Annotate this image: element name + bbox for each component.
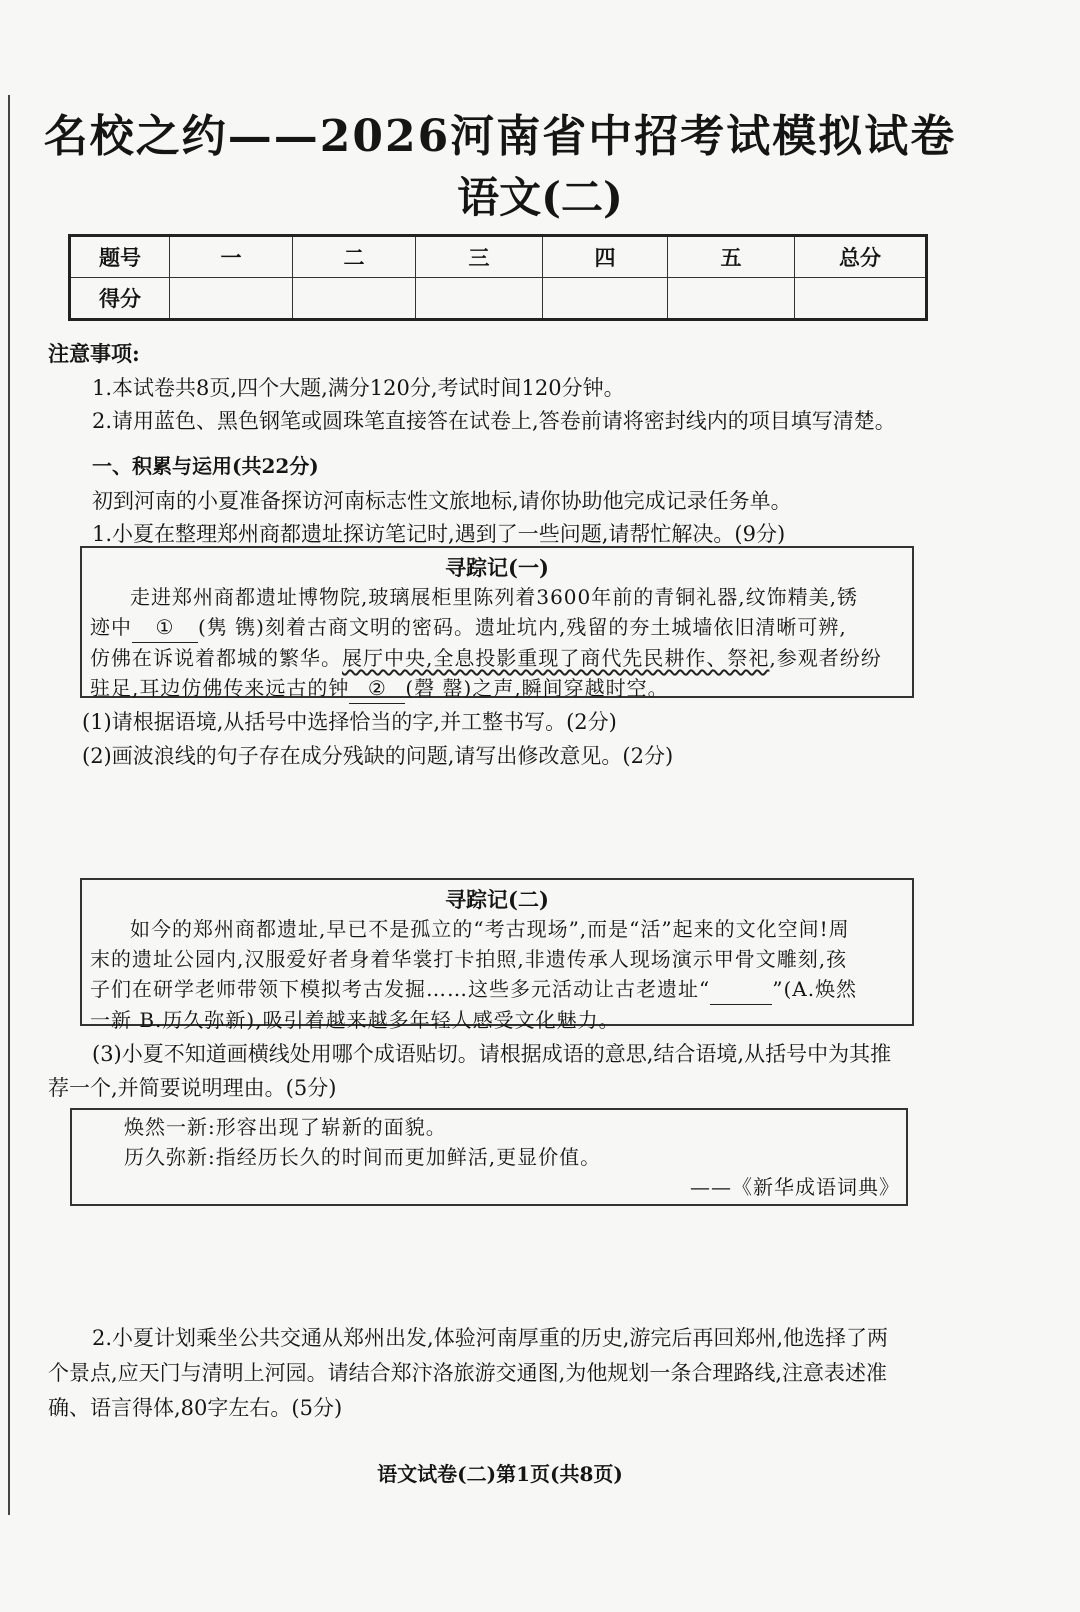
passage-text: ,参观者纷纷	[769, 646, 882, 670]
question-2: 2.小夏计划乘坐公共交通从郑州出发,体验河南厚重的历史,游完后再回郑州,他选择了两	[92, 1326, 889, 1350]
blank-1[interactable]: ①	[132, 612, 198, 643]
passage-line: 末的遗址公园内,汉服爱好者身着华裳打卡拍照,非遗传承人现场演示甲骨文雕刻,孩	[90, 947, 848, 971]
passage-line	[90, 974, 904, 1005]
score-cell[interactable]	[668, 278, 795, 320]
notice-heading: 注意事项:	[48, 341, 140, 366]
score-header-cell: 总分	[795, 236, 927, 278]
dictionary-box	[70, 1108, 908, 1206]
question-2-cont: 个景点,应天门与清明上河园。请结合郑汴洛旅游交通图,为他规划一条合理路线,注意表述准	[48, 1361, 888, 1385]
passage-text: 驻足,耳边仿佛传来远古的钟	[90, 676, 350, 700]
question-1-1: (1)请根据语境,从括号中选择恰当的字,并工整书写。(2分)	[82, 710, 617, 734]
wavy-underlined-sentence: 展厅中央,全息投影重现了商代先民耕作、祭祀	[342, 646, 770, 670]
passage-line: 如今的郑州商都遗址,早已不是孤立的“考古现场”,而是“活”起来的文化空间!周	[130, 917, 850, 941]
idiom-blank[interactable]	[710, 974, 772, 1005]
passage-box-1-heading: 寻踪记(一)	[445, 555, 549, 580]
binding-line	[8, 95, 10, 1515]
section-intro: 初到河南的小夏准备探访河南标志性文旅地标,请你协助他完成记录任务单。	[92, 489, 792, 513]
passage-line	[90, 643, 904, 673]
score-cell[interactable]	[795, 278, 927, 320]
question-1-3: (3)小夏不知道画横线处用哪个成语贴切。请根据成语的意思,结合语境,从括号中为其推	[92, 1042, 892, 1066]
passage-box-2-heading: 寻踪记(二)	[445, 887, 549, 912]
score-cell[interactable]	[170, 278, 293, 320]
passage-text: 子们在研学老师带领下模拟考古发掘……这些多元活动让古老遗址“	[90, 977, 711, 1001]
score-header-cell: 四	[543, 236, 668, 278]
question-1: 1.小夏在整理郑州商都遗址探访笔记时,遇到了一些问题,请帮忙解决。(9分)	[92, 522, 786, 546]
passage-text: (隽 镌)刻着古商文明的密码。遗址坑内,残留的夯土城墙依旧清晰可辨,	[198, 615, 847, 639]
score-header-cell: 二	[293, 236, 416, 278]
dictionary-entry: 焕然一新:形容出现了崭新的面貌。	[124, 1115, 447, 1139]
passage-text: 仿佛在诉说着都城的繁华。	[90, 646, 342, 670]
score-cell[interactable]	[293, 278, 416, 320]
passage-box-2	[80, 878, 914, 1032]
score-cell[interactable]	[416, 278, 543, 320]
question-1-2: (2)画波浪线的句子存在成分残缺的问题,请写出修改意见。(2分)	[82, 744, 674, 768]
question-1-3-cont: 荐一个,并简要说明理由。(5分)	[48, 1076, 337, 1100]
score-table-score-row	[70, 278, 927, 320]
question-2-cont: 确、语言得体,80字左右。(5分)	[48, 1396, 343, 1420]
passage-line: 走进郑州商都遗址博物院,玻璃展柜里陈列着3600年前的青铜礼器,纹饰精美,锈	[130, 585, 858, 609]
exam-title: 名校之约——2026河南省中招考试模拟试卷	[43, 111, 957, 162]
score-header-cell: 三	[416, 236, 543, 278]
notice-item: 1.本试卷共8页,四个大题,满分120分,考试时间120分钟。	[92, 376, 625, 400]
score-header-cell: 一	[170, 236, 293, 278]
section-heading: 一、积累与运用(共22分)	[92, 454, 319, 478]
passage-text: ”(A.焕然	[772, 977, 858, 1001]
notice-item: 2.请用蓝色、黑色钢笔或圆珠笔直接答在试卷上,答卷前请将密封线内的项目填写清楚。	[92, 409, 896, 433]
passage-text: (磬 罄)之声,瞬间穿越时空。	[405, 676, 669, 700]
score-header-cell: 题号	[70, 236, 170, 278]
passage-text: 迹中	[90, 615, 132, 639]
score-table	[68, 234, 928, 321]
passage-line: 一新 B.历久弥新),吸引着越来越多年轻人感受文化魅力。	[90, 1008, 620, 1032]
page-footer: 语文试卷(二)第1页(共8页)	[377, 1462, 623, 1486]
dictionary-source: ——《新华成语词典》	[690, 1175, 900, 1199]
passage-line	[90, 673, 904, 704]
dictionary-entry: 历久弥新:指经历长久的时间而更加鲜活,更显价值。	[124, 1145, 602, 1169]
passage-box-1	[80, 546, 914, 698]
score-cell[interactable]	[543, 278, 668, 320]
score-table-header-row	[70, 236, 927, 278]
exam-subtitle: 语文(二)	[457, 173, 623, 222]
score-header-cell: 五	[668, 236, 795, 278]
passage-line	[90, 612, 904, 643]
score-row-label: 得分	[70, 278, 170, 320]
blank-2[interactable]: ②	[349, 673, 405, 704]
